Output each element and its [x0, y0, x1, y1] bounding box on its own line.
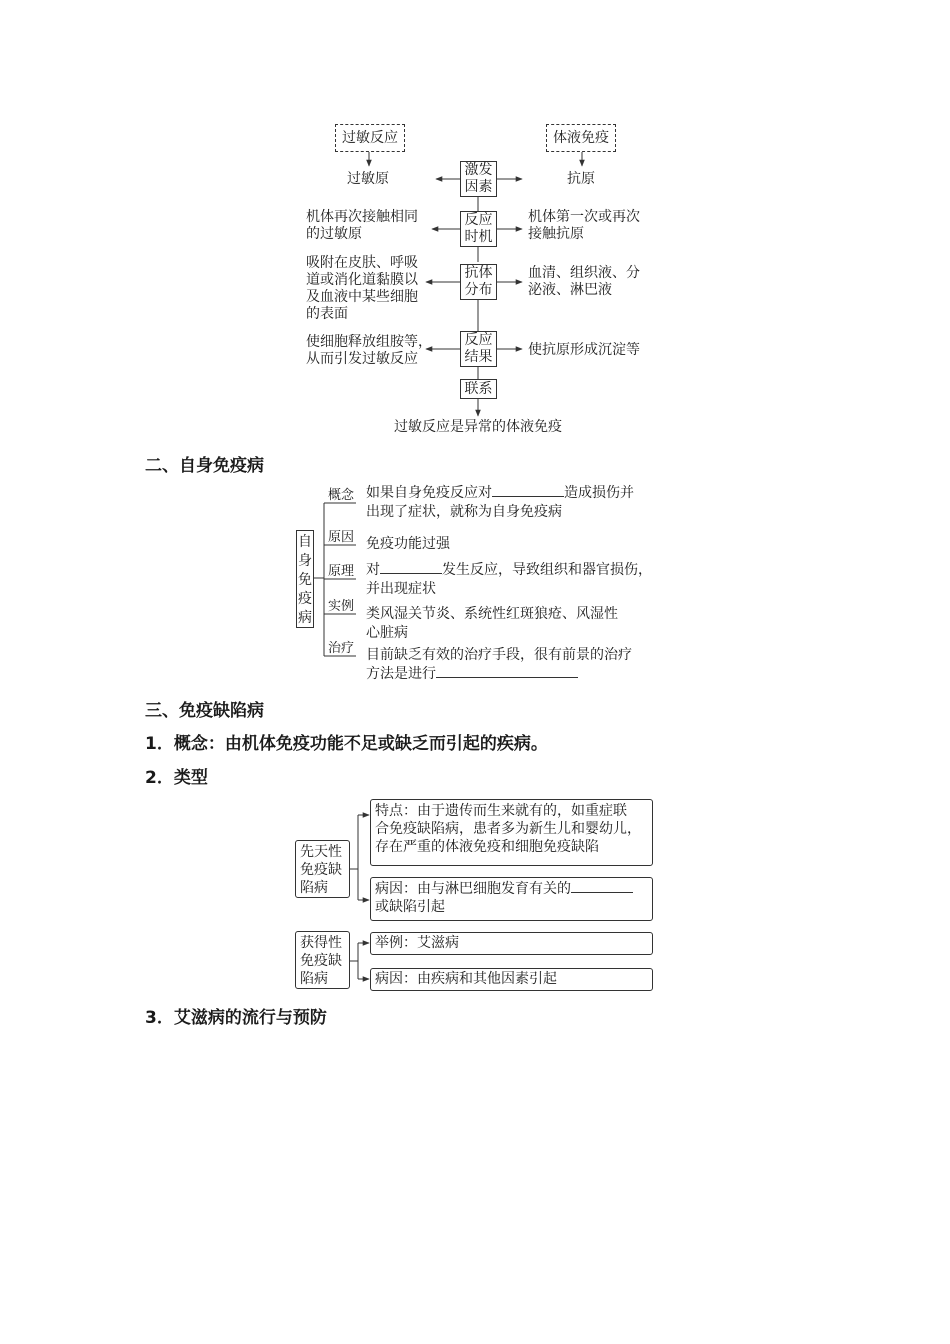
antibody-distribution-box: 抗体 分布: [460, 264, 497, 300]
relation-box: 联系: [460, 379, 497, 399]
acquired-example-box: 举例：艾滋病: [370, 932, 653, 955]
conclusion-text: 过敏反应是异常的体液免疫: [394, 419, 562, 435]
section3-heading: 三、免疫缺陷病: [145, 701, 264, 721]
trigger-factor-box: 激发 因素: [460, 161, 497, 197]
acquired-box: 获得性 免疫缺 陷病: [295, 931, 350, 989]
section2-heading: 二、自身免疫病: [145, 456, 264, 476]
autoimmune-root-box: 自 身 免 疫 病: [296, 530, 314, 628]
congenital-cause-box: 病因：由与淋巴细胞发育有关的 或缺陷引起: [370, 877, 653, 921]
reaction-timing-box: 反应 时机: [460, 211, 497, 247]
reaction-result-box: 反应 结果: [460, 331, 497, 367]
concept-item: 1．概念：由机体免疫功能不足或缺乏而引起的疾病。: [145, 734, 548, 754]
result-right-text: 使抗原形成沉淀等: [528, 342, 640, 358]
label-treatment: 治疗: [328, 641, 355, 656]
result-left-text: 使细胞释放组胺等， 从而引发过敏反应: [306, 334, 432, 367]
types-item: 2．类型: [145, 768, 208, 788]
acquired-cause-box: 病因：由疾病和其他因素引起: [370, 968, 653, 991]
timing-right-text: 机体第一次或再次 接触抗原: [528, 209, 640, 242]
timing-left-text: 机体再次接触相同 的过敏原: [306, 209, 418, 242]
label-principle: 原理: [328, 564, 355, 579]
label-cause: 原因: [328, 530, 355, 545]
humoral-immunity-box: 体液免疫: [546, 124, 616, 152]
congenital-box: 先天性 免疫缺 陷病: [295, 840, 350, 898]
concept-text: 如果自身免疫反应对 造成损伤并 出现了症状，就称为自身免疫病: [366, 485, 634, 520]
aids-item: 3．艾滋病的流行与预防: [145, 1008, 327, 1028]
antigen-text: 抗原: [567, 171, 595, 187]
label-example: 实例: [328, 599, 355, 614]
treatment-text: 目前缺乏有效的治疗手段，很有前景的治疗 方法是进行: [366, 647, 632, 682]
label-concept: 概念: [328, 488, 355, 503]
congenital-feature-box: 特点：由于遗传而生来就有的，如重症联 合免疫缺陷病，患者多为新生儿和婴幼儿， 存在严重的体液免疫和细胞免疫缺陷: [370, 799, 653, 866]
distribution-right-text: 血清、组织液、分 泌液、淋巴液: [528, 265, 640, 298]
cause-text: 免疫功能过强: [366, 536, 450, 552]
allergen-text: 过敏原: [347, 171, 389, 187]
distribution-left-text: 吸附在皮肤、呼吸 道或消化道黏膜以 及血液中某些细胞 的表面: [306, 255, 418, 322]
example-text: 类风湿关节炎、系统性红斑狼疮、风湿性 心脏病: [366, 606, 618, 641]
principle-text: 对 发生反应，导致组织和器官损伤， 并出现症状: [366, 562, 652, 597]
allergy-reaction-box: 过敏反应: [335, 124, 405, 152]
